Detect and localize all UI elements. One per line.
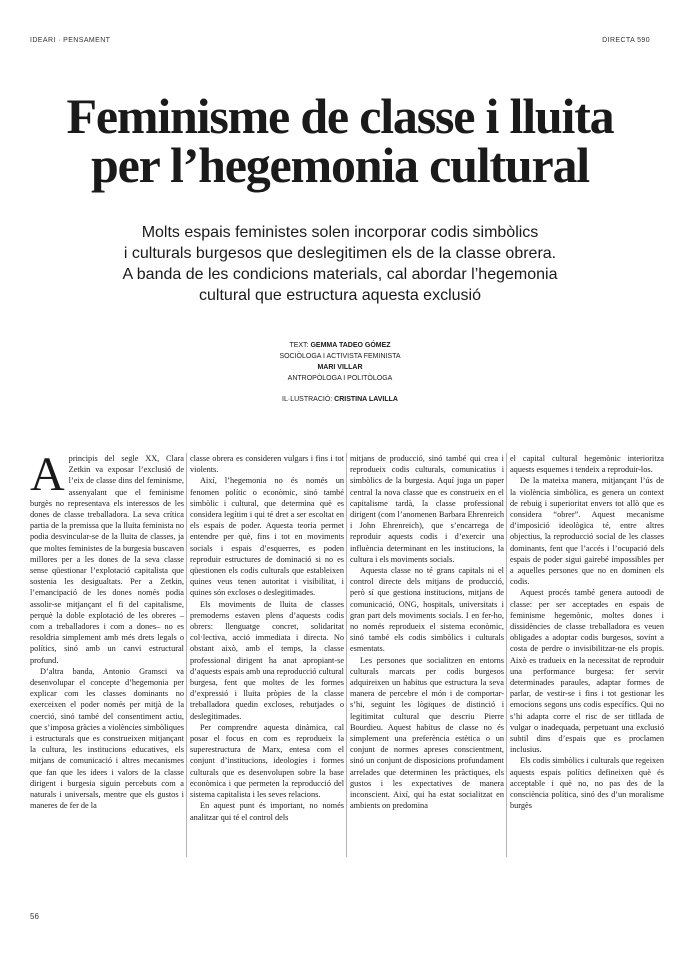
title-line: Feminisme de classe i lluita (66, 88, 614, 144)
body-column-4 (510, 453, 664, 857)
text-label: TEXT: (289, 342, 311, 349)
body-column-3 (350, 453, 504, 857)
author-role: SOCIÒLOGA I ACTIVISTA FEMINISTA (279, 353, 401, 360)
body-paragraph: Les persones que socialitzen en entorns culturals marcats per codis burgesos adquireixen un habitus que estructura la seva manera de percebre el món i de comportar-s’hi, seguint les lògiques de distinció i legitimitat cultural que descriu Pierre Bourdieu. Aquest habitus de classe no és simplement una preferència estètica o un conjunt de normes apreses conscientment, sinó un conjunt de disposicions profundament arrelades que determinen les pràctiques, els gustos i les expectatives de manera inconscient. Així, qui ha estat socialitzat en ambients on predomina (350, 655, 504, 811)
body-paragraph: Aquest procés també genera autoodi de classe: per ser acceptades en espais de feminisme hegemònic, moltes dones i dissidències de classe treballadora es veuen obligades a adoptar codis burgesos, sovint a costa de perdre o invisibilitzar-ne els propis. Això es tradueix en la necessitat de reproduir una performance burgesa: fer servir determinades paraules, adaptar formes de parlar, de vestir-se i fins i tot gestionar les emocions segons uns codis específics. Qui no s’hi adapta corre el risc de ser titllada de vulgar o inadequada, perpetuant una exclusió subtil dins d’espais que es proclamen inclusius. (510, 588, 664, 755)
body-paragraph: Per comprendre aquesta dinàmica, cal posar el focus en com es reprodueix la superestructura de Marx, entesa com el conjunt d’institucions, ideologies i formes culturals que es desenvolupen sobre la base econòmica i que permeten la reproducció del sistema capitalista i les seves relacions. (190, 722, 344, 800)
column-divider (186, 453, 187, 857)
body-paragraph: De la mateixa manera, mitjançant l’ús de la violència simbòlica, es genera un context de rebuig i superioritat envers tot allò que es considera “obrer”. Aquest mecanisme d’imposició ideològica té, entre altres objectius, la reproducció social de les classes dominants, fent que l’accés i l’ocupació dels espais de poder sigui gairebé impossibles per a aquelles persones que no en dominen els codis. (510, 476, 664, 587)
author-name: MARI VILLAR (317, 364, 363, 371)
standfirst-line: Molts espais feministes solen incorporar codis simbòlics (141, 224, 539, 241)
article-title (20, 88, 660, 193)
author-credit (190, 340, 490, 351)
body-paragraph: En aquest punt és important, no només analitzar qui té el control dels (190, 801, 344, 822)
author-name: GEMMA TADEO GÓMEZ (310, 342, 391, 349)
standfirst-line: cultural que estructura aquesta exclusió (199, 287, 481, 304)
standfirst-line: A banda de les condicions materials, cal abordar l’hegemonia (122, 266, 558, 283)
drop-cap: A (30, 453, 65, 501)
body-paragraph: el capital cultural hegemònic interioritza aquests esquemes i tendeix a reproduir-los. (510, 454, 664, 475)
column-divider (346, 453, 347, 857)
body-column-2 (190, 453, 344, 857)
body-paragraph: D’altra banda, Antonio Gramsci va desenvolupar el concepte d’hegemonia per explicar com les classes dominants no exerceixen el poder només per mitjà de la coerció, sinó també del consentiment actiu, que s’imposa gràcies a violències simbòliques i estructurals que es construeixen mitjançant la cultura, les institucions educatives, els mitjans de comunicació i altres mecanismes que fan que les idees i valors de la classe dirigent i burgesia siguin percebuts com a naturals i universals, mentre que els gustos i maneres de fer de la (30, 666, 184, 811)
body-column-1 (30, 453, 184, 857)
title-line: per l’hegemonia cultural (90, 137, 589, 193)
body-paragraph: mitjans de producció, sinó també qui crea i reprodueix codis culturals, comunicatius i simbòlics de la burgesia. Aquí juga un paper central la nova classe que es construeix en el capitalisme tardà, la classe professional dirigent (com l’anomenen Barbara Ehrenreich i John Ehrenreich), que s’encarrega de reproduir aquests codis i d’exercir una influència determinant en les institucions, la cultura i els moviments socials. (350, 454, 504, 564)
illustrator-credit (190, 394, 490, 405)
standfirst (50, 222, 630, 306)
author-credit (190, 362, 490, 373)
body-paragraph: Els codis simbòlics i culturals que regeixen aquests espais polítics defineixen què és acceptable i què no, no pas des de la consciència política, sinó des d’un moralisme burgès (510, 756, 664, 811)
body-paragraph: principis del segle XX, Clara Zetkin va exposar l’exclusió de l’eix de classe dins del feminisme, assenyalant que el feminisme burgès no representava els interessos de les dones de classe treballadora. La seva crítica partia de la premissa que la lluita feminista no podia desvincular-se de la lluita de classes, ja que moltes feministes de la burgesia buscaven millores per a les dones de la seva classe sense qüestionar l’explotació capitalista que sostenia les desigualtats. Per a Zetkin, l’emancipació de les dones només podia assolir-se mitjançant el fi del capitalisme, perquè la doble explotació de les obreres –com a treballadores i com a dones– no es resoldria simplement amb més drets legals o polítics, sinó amb un canvi estructural profund. (30, 454, 184, 665)
body-paragraph: classe obrera es consideren vulgars i fins i tot violents. (190, 454, 344, 475)
page-number: 56 (30, 912, 39, 921)
standfirst-line: i culturals burgesos que deslegitimen els de la classe obrera. (123, 245, 557, 262)
body-paragraph: Els moviments de lluita de classes premoderns estaven plens d’aquests codis obrers: llenguatge concret, solidaritat col·lectiva, acció immediata i directa. No obstant això, amb el temps, la classe professional dirigent ha anat apropiant-se d’aquests espais amb una reproducció cultural burgesa, fent que moltes de les formes d’expressió i lluita pròpies de la classe treballadora quedin excloses, rebutjades o deslegitimades. (190, 599, 344, 721)
body-paragraph: Aquesta classe no té grans capitals ni el control directe dels mitjans de producció, però sí que gestiona institucions, mitjans de comunicació, ONG, hospitals, universitats i gran part dels moviments socials. I en fer-ho, no només reprodueix el sistema econòmic, sinó també els codis simbòlics i culturals esmentats. (350, 566, 504, 654)
column-divider (506, 453, 507, 857)
illustration-label: IL·LUSTRACIÓ: (282, 396, 335, 403)
section-label: IDEARI · PENSAMENT (30, 37, 111, 44)
illustrator-name: CRISTINA LAVILLA (334, 396, 398, 403)
article-credits (190, 340, 490, 405)
issue-label: DIRECTA 590 (602, 37, 650, 44)
body-paragraph: Així, l’hegemonia no és només un fenomen polític o econòmic, sinó també simbòlic i cultural, que determina què es considera legítim i qui té dret a ser escoltat en els espais de poder. Aquesta teoria permet entendre per què, fins i tot en moviments socials i espais d’esquerres, es poden reproduir estructures de dominació si no es qüestionen els codis culturals que estableixen quines veus tenen autoritat i visibilitat, i quines són excloses o deslegitimades. (190, 476, 344, 598)
author-role: ANTROPÒLOGA I POLITÒLOGA (287, 375, 393, 382)
